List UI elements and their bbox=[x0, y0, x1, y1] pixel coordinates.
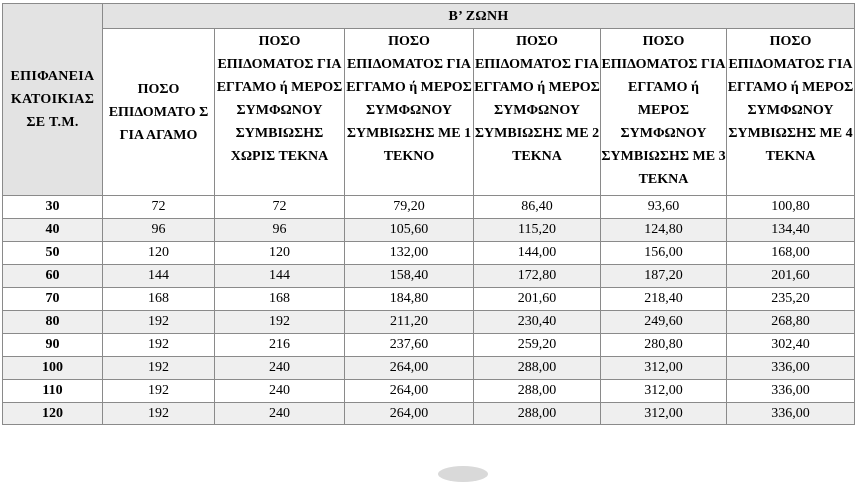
two-children-amount-cell: 86,40 bbox=[474, 196, 601, 219]
three-children-amount-cell: 218,40 bbox=[601, 288, 727, 311]
table-row bbox=[3, 311, 855, 334]
no-children-amount-cell: 240 bbox=[215, 380, 345, 403]
table-row bbox=[3, 380, 855, 403]
no-children-amount-cell: 192 bbox=[215, 311, 345, 334]
three-children-amount-cell: 312,00 bbox=[601, 380, 727, 403]
column-header-single: ΠΟΣΟ ΕΠΙΔΟΜΑΤΟ Σ ΓΙΑ ΑΓΑΜΟ bbox=[103, 29, 215, 196]
column-header-married-3-children: ΠΟΣΟ ΕΠΙΔΟΜΑΤΟΣ ΓΙΑ ΕΓΓΑΜΟ ή ΜΕΡΟΣ ΣΥΜΦΩΝΟΥ ΣΥΜΒΙΩΣΗΣ ΜΕ 3 ΤΕΚΝΑ bbox=[601, 29, 727, 196]
table-row bbox=[3, 265, 855, 288]
three-children-amount-cell: 249,60 bbox=[601, 311, 727, 334]
four-children-amount-cell: 235,20 bbox=[727, 288, 855, 311]
single-amount-cell: 192 bbox=[103, 380, 215, 403]
no-children-amount-cell: 120 bbox=[215, 242, 345, 265]
benefit-table bbox=[2, 3, 855, 425]
column-header-row bbox=[3, 29, 855, 196]
two-children-amount-cell: 172,80 bbox=[474, 265, 601, 288]
area-cell: 50 bbox=[3, 242, 103, 265]
column-header-married-4-children: ΠΟΣΟ ΕΠΙΔΟΜΑΤΟΣ ΓΙΑ ΕΓΓΑΜΟ ή ΜΕΡΟΣ ΣΥΜΦΩΝΟΥ ΣΥΜΒΙΩΣΗΣ ΜΕ 4 ΤΕΚΝΑ bbox=[727, 29, 855, 196]
no-children-amount-cell: 240 bbox=[215, 403, 345, 425]
single-amount-cell: 120 bbox=[103, 242, 215, 265]
three-children-amount-cell: 312,00 bbox=[601, 403, 727, 425]
no-children-amount-cell: 144 bbox=[215, 265, 345, 288]
table-body bbox=[3, 196, 855, 425]
three-children-amount-cell: 156,00 bbox=[601, 242, 727, 265]
zone-title: Β’ ΖΩΝΗ bbox=[103, 4, 855, 29]
four-children-amount-cell: 268,80 bbox=[727, 311, 855, 334]
area-cell: 60 bbox=[3, 265, 103, 288]
table-row bbox=[3, 288, 855, 311]
zone-header-row bbox=[3, 4, 855, 29]
single-amount-cell: 168 bbox=[103, 288, 215, 311]
area-cell: 90 bbox=[3, 334, 103, 357]
two-children-amount-cell: 144,00 bbox=[474, 242, 601, 265]
area-cell: 80 bbox=[3, 311, 103, 334]
four-children-amount-cell: 336,00 bbox=[727, 357, 855, 380]
one-child-amount-cell: 264,00 bbox=[345, 357, 474, 380]
four-children-amount-cell: 100,80 bbox=[727, 196, 855, 219]
no-children-amount-cell: 72 bbox=[215, 196, 345, 219]
table-row bbox=[3, 219, 855, 242]
table-row bbox=[3, 196, 855, 219]
one-child-amount-cell: 211,20 bbox=[345, 311, 474, 334]
single-amount-cell: 192 bbox=[103, 403, 215, 425]
table-row bbox=[3, 403, 855, 425]
column-header-married-no-children: ΠΟΣΟ ΕΠΙΔΟΜΑΤΟΣ ΓΙΑ ΕΓΓΑΜΟ ή ΜΕΡΟΣ ΣΥΜΦΩΝΟΥ ΣΥΜΒΙΩΣΗΣ ΧΩΡΙΣ ΤΕΚΝΑ bbox=[215, 29, 345, 196]
four-children-amount-cell: 336,00 bbox=[727, 380, 855, 403]
no-children-amount-cell: 216 bbox=[215, 334, 345, 357]
two-children-amount-cell: 259,20 bbox=[474, 334, 601, 357]
two-children-amount-cell: 288,00 bbox=[474, 357, 601, 380]
area-cell: 110 bbox=[3, 380, 103, 403]
two-children-amount-cell: 115,20 bbox=[474, 219, 601, 242]
single-amount-cell: 72 bbox=[103, 196, 215, 219]
four-children-amount-cell: 336,00 bbox=[727, 403, 855, 425]
one-child-amount-cell: 264,00 bbox=[345, 380, 474, 403]
one-child-amount-cell: 237,60 bbox=[345, 334, 474, 357]
area-cell: 40 bbox=[3, 219, 103, 242]
one-child-amount-cell: 264,00 bbox=[345, 403, 474, 425]
one-child-amount-cell: 184,80 bbox=[345, 288, 474, 311]
single-amount-cell: 96 bbox=[103, 219, 215, 242]
area-cell: 100 bbox=[3, 357, 103, 380]
area-cell: 70 bbox=[3, 288, 103, 311]
three-children-amount-cell: 187,20 bbox=[601, 265, 727, 288]
single-amount-cell: 192 bbox=[103, 357, 215, 380]
no-children-amount-cell: 240 bbox=[215, 357, 345, 380]
one-child-amount-cell: 132,00 bbox=[345, 242, 474, 265]
four-children-amount-cell: 302,40 bbox=[727, 334, 855, 357]
four-children-amount-cell: 201,60 bbox=[727, 265, 855, 288]
area-cell: 120 bbox=[3, 403, 103, 425]
single-amount-cell: 192 bbox=[103, 334, 215, 357]
two-children-amount-cell: 201,60 bbox=[474, 288, 601, 311]
single-amount-cell: 144 bbox=[103, 265, 215, 288]
one-child-amount-cell: 158,40 bbox=[345, 265, 474, 288]
three-children-amount-cell: 280,80 bbox=[601, 334, 727, 357]
no-children-amount-cell: 168 bbox=[215, 288, 345, 311]
area-cell: 30 bbox=[3, 196, 103, 219]
no-children-amount-cell: 96 bbox=[215, 219, 345, 242]
table-row bbox=[3, 334, 855, 357]
four-children-amount-cell: 168,00 bbox=[727, 242, 855, 265]
table-row bbox=[3, 242, 855, 265]
area-column-header: ΕΠΙΦΑΝΕΙΑ ΚΑΤΟΙΚΙΑΣ ΣΕ Τ.Μ. bbox=[3, 4, 103, 196]
one-child-amount-cell: 79,20 bbox=[345, 196, 474, 219]
two-children-amount-cell: 288,00 bbox=[474, 403, 601, 425]
two-children-amount-cell: 288,00 bbox=[474, 380, 601, 403]
page-decoration bbox=[438, 466, 488, 482]
two-children-amount-cell: 230,40 bbox=[474, 311, 601, 334]
three-children-amount-cell: 124,80 bbox=[601, 219, 727, 242]
single-amount-cell: 192 bbox=[103, 311, 215, 334]
table-row bbox=[3, 357, 855, 380]
column-header-married-1-child: ΠΟΣΟ ΕΠΙΔΟΜΑΤΟΣ ΓΙΑ ΕΓΓΑΜΟ ή ΜΕΡΟΣ ΣΥΜΦΩΝΟΥ ΣΥΜΒΙΩΣΗΣ ΜΕ 1 ΤΕΚΝΟ bbox=[345, 29, 474, 196]
four-children-amount-cell: 134,40 bbox=[727, 219, 855, 242]
column-header-married-2-children: ΠΟΣΟ ΕΠΙΔΟΜΑΤΟΣ ΓΙΑ ΕΓΓΑΜΟ ή ΜΕΡΟΣ ΣΥΜΦΩΝΟΥ ΣΥΜΒΙΩΣΗΣ ΜΕ 2 ΤΕΚΝΑ bbox=[474, 29, 601, 196]
three-children-amount-cell: 312,00 bbox=[601, 357, 727, 380]
three-children-amount-cell: 93,60 bbox=[601, 196, 727, 219]
one-child-amount-cell: 105,60 bbox=[345, 219, 474, 242]
